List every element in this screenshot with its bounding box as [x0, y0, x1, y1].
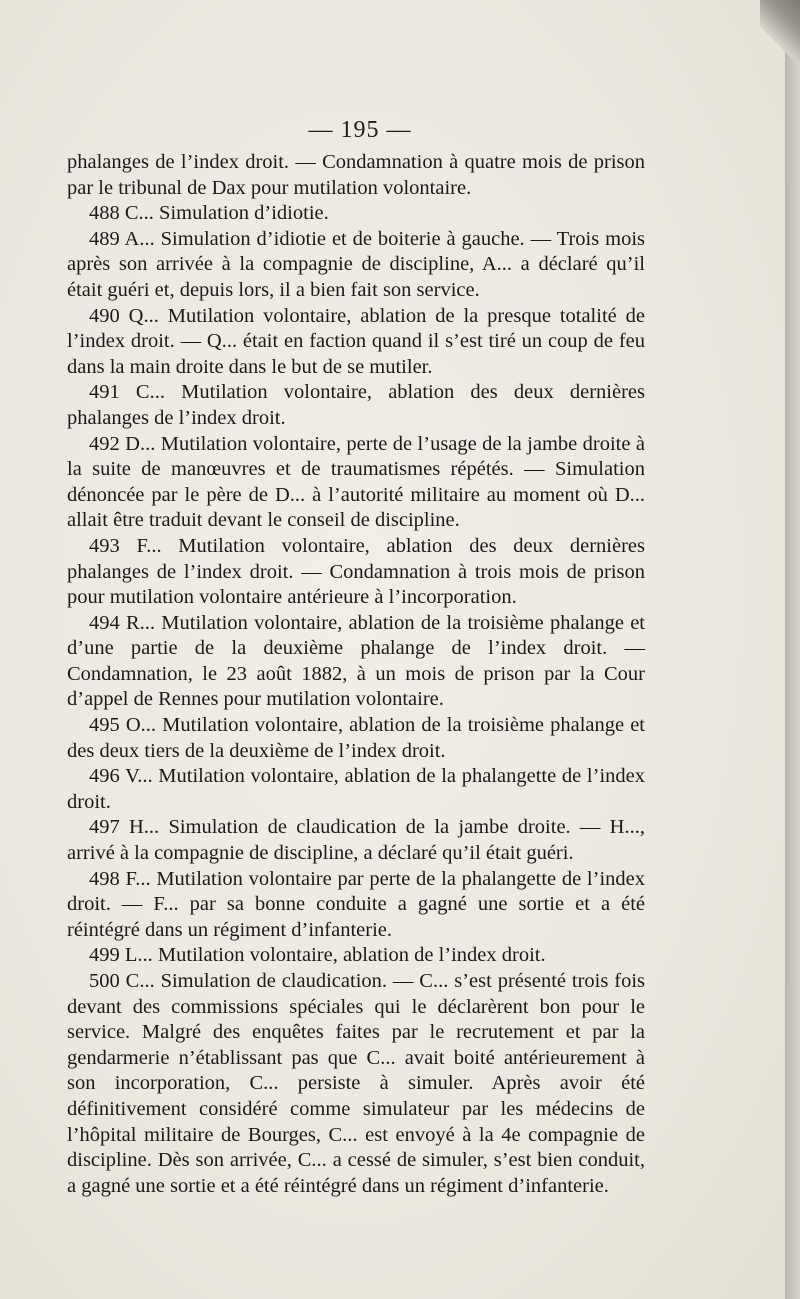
- corner-fold: [760, 0, 800, 70]
- entry-490: 490 Q... Mutilation volontaire, ablation de la presque totalité de l’index droit. — Q... était en faction quand il s’est tiré un coup de feu dans la main droite dans le but de se mutiler.: [67, 304, 645, 378]
- page-body: [67, 150, 645, 1199]
- entry-497: 497 H... Simulation de claudication de la jambe droite. — H..., arrivé à la compagnie de discipline, a déclaré qu’il était guéri.: [67, 816, 645, 865]
- entry-488: 488 C... Simulation d’idiotie.: [89, 202, 329, 225]
- entry-499: 499 L... Mutilation volontaire, ablation de l’index droit.: [89, 944, 546, 967]
- page-number: — 195 —: [308, 117, 412, 143]
- entry-496: 496 V... Mutilation volontaire, ablation de la phalangette de l’index droit.: [67, 765, 645, 813]
- entry-494: 494 R... Mutilation volontaire, ablation de la troisième phalange et d’une partie de la deuxième phalange de l’index droit. — Condamnation, le 23 août 1882, à un mois de prison par la Cour d’appel de Rennes pour mutilation volontaire.: [67, 611, 645, 711]
- entry-498: 498 F... Mutilation volontaire par perte de la phalangette de l’index droit. — F... par sa bonne conduite a gagné une sortie et a été réintégré dans un régiment d’infanterie.: [67, 867, 645, 941]
- entry-500: 500 C... Simulation de claudication. — C... s’est présenté trois fois devant des commissions spéciales qui le déclarèrent bon pour le service. Malgré des enquêtes faites par le recrutement et par la gendarmerie n’établissant pas que C... avait boité antérieurement à son incorporation, C... persiste à simuler. Après avoir été définitivement considéré comme simulateur par les médecins de l’hôpital militaire de Bourges, C... est envoyé à la 4e compagnie de discipline. Dès son arrivée, C... a cessé de simuler, s’est bien conduit, a gagné une sortie et a été réintégré dans un régiment d’infanterie.: [67, 970, 645, 1197]
- entry-492: 492 D... Mutilation volontaire, perte de l’usage de la jambe droite à la suite de manœuvres et de traumatismes répétés. — Simulation dénoncée par le père de D... à l’autorité militaire au moment où D... allait être traduit devant le conseil de discipline.: [67, 432, 645, 532]
- entry-491: 491 C... Mutilation volontaire, ablation des deux dernières phalanges de l’index droit.: [67, 381, 645, 429]
- entry-495: 495 O... Mutilation volontaire, ablation de la troisième phalange et des deux tiers de la deuxième de l’index droit.: [67, 714, 645, 762]
- entry-493: 493 F... Mutilation volontaire, ablation des deux dernières phalanges de l’index droit. — Condamnation à trois mois de prison pour mutilation volontaire antérieure à l’incorporation.: [67, 534, 645, 609]
- entry-489: 489 A... Simulation d’idiotie et de boiterie à gauche. — Trois mois après son arrivée à la compagnie de discipline, A... a déclaré qu’il était guéri et, depuis lors, il a bien fait son service.: [67, 227, 645, 301]
- page-edge-shadow: [785, 0, 800, 1299]
- paragraph-continuation: phalanges de l’index droit. — Condamnation à quatre mois de prison par le tribunal de Dax pour mutilation volontaire.: [67, 151, 645, 199]
